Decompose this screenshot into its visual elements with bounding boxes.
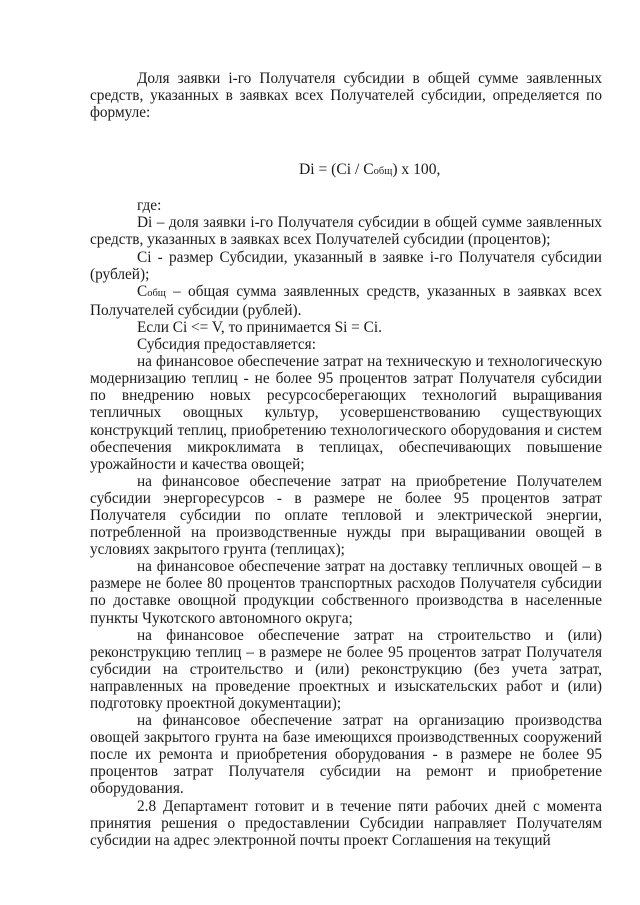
cobsh-text: – общая сумма заявленных средств, указанных в заявках всех Получателей субсидии (рублей). [90, 282, 602, 319]
formula-subscript: общ [373, 166, 393, 178]
cobsh-symbol: С [137, 282, 148, 300]
section-2-8-paragraph: 2.8 Департамент готовит и в течение пяти рабочих дней с момента принятия решения о предоставлении Субсидии направляет Получателям субсидии на адрес электронной почты проект Соглашения на текущий [90, 797, 602, 849]
definition-di: Di – доля заявки i-го Получателя субсидии в общей сумме заявленных средств, указанных в заявках всех Получателей субсидии (процентов); [90, 214, 602, 249]
share-formula [90, 121, 602, 197]
formula-rhs: ) х 100, [392, 161, 441, 179]
definition-ci: Ci - размер Субсидии, указанный в заявке i-го Получателя субсидии (рублей); [90, 248, 602, 283]
where-label: где: [137, 197, 162, 215]
intro-paragraph: Доля заявки i-го Получателя субсидии в общей сумме заявленных средств, указанных в заявках всех Получателей субсидии, определяется по формуле: [90, 70, 602, 122]
list-item-production-organization: на финансовое обеспечение затрат на организацию производства овощей закрытого грунта на базе имеющихся производственных сооружений после их ремонта и приобретения оборудования - в размере не более 95 процентов затрат Получателя субсидии на ремонт и приобретение оборудования. [90, 712, 602, 798]
list-item-energy-resources: на финансовое обеспечение затрат на приобретение Получателем субсидии энергоресурсов - в размере не более 95 процентов затрат Получателя субсидии по оплате тепловой и электрической энергии, потребленной на производственные нужды при выращивании овощей в условиях закрытого грунта (теплицах); [90, 472, 602, 559]
list-item-greenhouse-construction: на финансовое обеспечение затрат на строительство и (или) реконструкцию теплиц – в размере не более 95 процентов затрат Получателя субсидии на строительство и (или) реконструкцию (без учета затрат, направленных на проведение проектных и изыскательских работ и (или) подготовку проектной документации); [90, 626, 602, 712]
list-item-vegetable-delivery: на финансовое обеспечение затрат на доставку тепличных овощей – в размере не более 80 процентов транспортных расходов Получателя субсидии по доставке овощной продукции собственного производства в населенные пункты Чукотского автономного округа; [90, 558, 602, 627]
document-page [90, 70, 602, 849]
subsidy-given-heading: Субсидия предоставляется: [137, 336, 316, 354]
condition-line: Если Ci <= V, то принимается Si = Ci. [137, 318, 382, 336]
list-item-greenhouse-modernization: на финансовое обеспечение затрат на техническую и технологическую модернизацию теплиц - не более 95 процентов затрат Получателя субсидии по внедрению новых ресурсосберегающих технологий выращивания тепличных овощных культур, усовершенствованию существующих конструкций теплиц, приобретению технологического оборудования и систем обеспечения микроклимата в теплицах, обеспечивающих повышение урожайности и качества овощей; [90, 353, 602, 473]
definition-cobsh [90, 283, 602, 319]
formula-lhs: Di = (Ci / С [299, 161, 374, 179]
cobsh-subscript: общ [147, 287, 166, 299]
